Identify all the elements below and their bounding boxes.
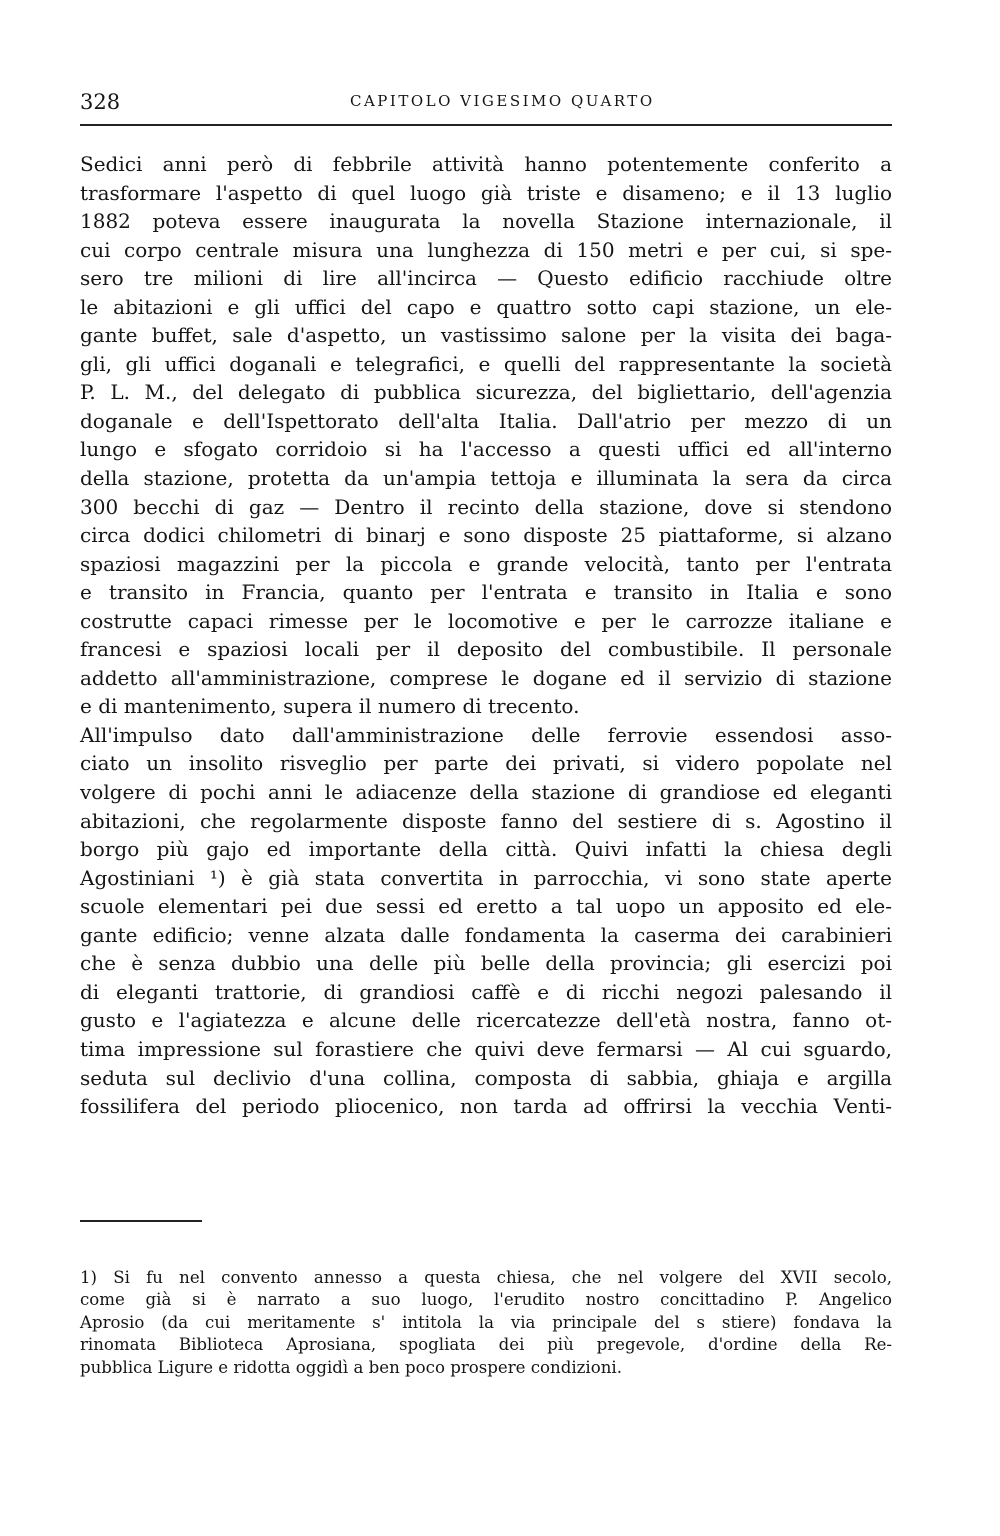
footnotes (80, 1267, 892, 1379)
body-line: All'impulso dato dall'amministrazione delle ferrovie essendosi asso- (80, 722, 892, 747)
running-head: CAPITOLO VIGESIMO QUARTO (350, 92, 655, 110)
footnote-line: come già si è narrato a suo luogo, l'erudito nostro concittadino P. Angelico (80, 1290, 892, 1310)
body-line: tima impressione sul forastiere che quivi deve fermarsi — Al cui sguardo, (80, 1036, 892, 1061)
body-line: abitazioni, che regolarmente disposte fanno del sestiere di s. Agostino il (80, 808, 892, 833)
page-number: 328 (80, 90, 121, 114)
footnote-line: 1) Si fu nel convento annesso a questa chiesa, che nel volgere del XVII secolo, (80, 1268, 892, 1287)
body-line: 300 becchi di gaz — Dentro il recinto della stazione, dove si stendono (80, 494, 892, 519)
body-line: di eleganti trattorie, di grandiosi caffè e di ricchi negozi palesando il (80, 979, 892, 1004)
body-line: cui corpo centrale misura una lunghezza di 150 metri e per cui, si spe- (80, 237, 892, 262)
body-line: circa dodici chilometri di binarj e sono disposte 25 piattaforme, si alzano (80, 523, 892, 548)
body-line: sero tre milioni di lire all'incirca — Questo edificio racchiude oltre (80, 266, 892, 291)
body-line: seduta sul declivio d'una collina, composta di sabbia, ghiaja e argilla (80, 1065, 892, 1090)
body-line: gante buffet, sale d'aspetto, un vastissimo salone per la visita dei baga- (80, 323, 892, 348)
body-line: doganale e dell'Ispettorato dell'alta Italia. Dall'atrio per mezzo di un (80, 408, 892, 433)
footnote-line: pubblica Ligure e ridotta oggidì a ben poco prospere condizioni. (80, 1357, 622, 1377)
body-line: addetto all'amministrazione, comprese le dogane ed il servizio di stazione (80, 665, 892, 690)
body-line: borgo più gajo ed importante della città. Quivi infatti la chiesa degli (80, 837, 892, 862)
footnote-line: Aprosio (da cui meritamente s' intitola la via principale del s stiere) fondava la (80, 1312, 892, 1332)
body-line: gli, gli uffici doganali e telegrafici, e quelli del rappresentante la società (80, 351, 892, 376)
body-line: ciato un insolito risveglio per parte dei privati, si videro popolate nel (80, 751, 892, 776)
footnote-line: rinomata Biblioteca Aprosiana, spogliata dei più pregevole, d'ordine della Re- (80, 1335, 892, 1355)
body-line: della stazione, protetta da un'ampia tettoja e illuminata la sera da circa (80, 466, 892, 491)
body-line: spaziosi magazzini per la piccola e grande velocità, tanto per l'entrata (80, 551, 892, 576)
page-header (80, 90, 892, 120)
body-line: trasformare l'aspetto di quel luogo già triste e disameno; e il 13 luglio (80, 180, 892, 205)
body-line: che è senza dubbio una delle più belle della provincia; gli esercizi poi (80, 951, 892, 976)
body-line: gante edificio; venne alzata dalle fondamenta la caserma dei carabinieri (80, 922, 892, 947)
body-line: e transito in Francia, quanto per l'entrata e transito in Italia e sono (80, 580, 892, 605)
body-line: costrutte capaci rimesse per le locomotive e per le carrozze italiane e (80, 608, 892, 633)
body-line: P. L. M., del delegato di pubblica sicurezza, del bigliettario, dell'agenzia (80, 380, 892, 405)
body-line: lungo e sfogato corridoio si ha l'accesso a questi uffici ed all'interno (80, 437, 892, 462)
body-line: scuole elementari pei due sessi ed eretto a tal uopo un apposito ed ele- (80, 894, 892, 919)
header-rule (80, 124, 892, 126)
body-line: le abitazioni e gli uffici del capo e quattro sotto capi stazione, un ele- (80, 294, 892, 319)
body-line: francesi e spaziosi locali per il deposito del combustibile. Il personale (80, 637, 892, 662)
body-line: volgere di pochi anni le adiacenze della stazione di grandiose ed eleganti (80, 780, 892, 805)
body-text (80, 150, 892, 1121)
body-line: Agostiniani ¹) è già stata convertita in parrocchia, vi sono state aperte (80, 865, 892, 890)
body-line: fossilifera del periodo pliocenico, non tarda ad offrirsi la vecchia Venti- (80, 1094, 892, 1119)
footnote-rule (80, 1220, 202, 1222)
body-line: 1882 poteva essere inaugurata la novella Stazione internazionale, il (80, 209, 892, 234)
body-line: Sedici anni però di febbrile attività hanno potentemente conferito a (80, 152, 892, 176)
body-line: gusto e l'agiatezza e alcune delle ricercatezze dell'età nostra, fanno ot- (80, 1008, 892, 1033)
body-line: e di mantenimento, supera il numero di trecento. (80, 694, 580, 719)
